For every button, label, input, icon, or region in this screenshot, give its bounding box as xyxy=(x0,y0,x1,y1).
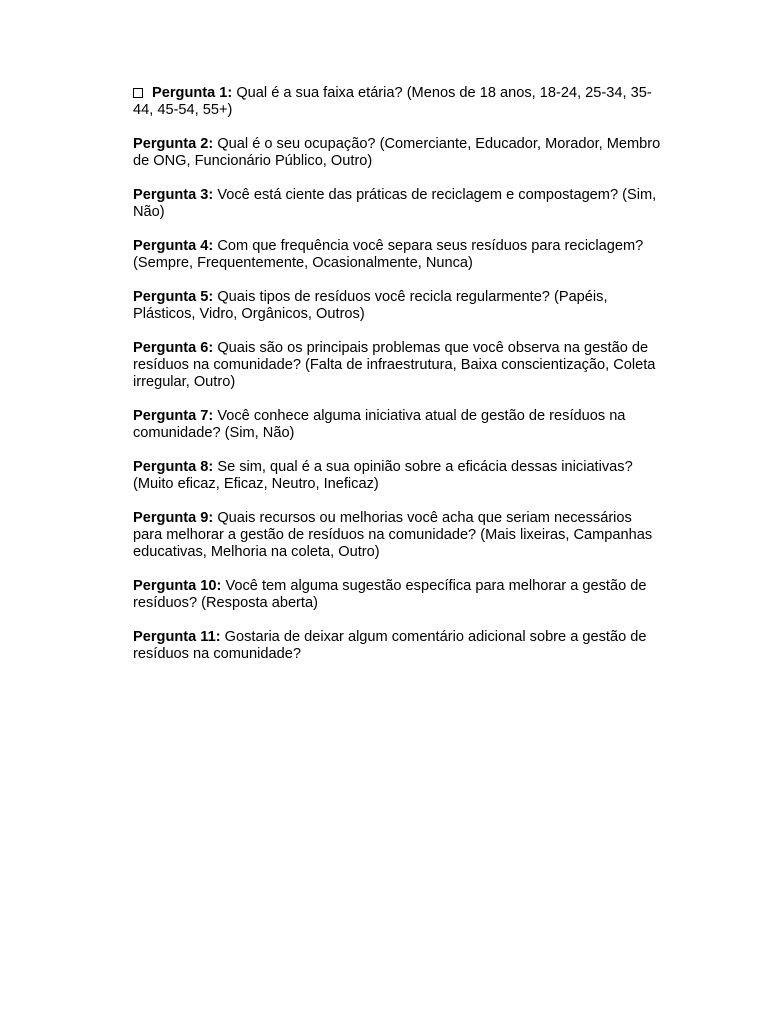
question-text: Qual é o seu ocupação? (Comerciante, Educador, Morador, Membro de ONG, Funcionário Público, Outro) xyxy=(133,136,661,169)
question-label: Pergunta 9: xyxy=(133,510,214,526)
question-text: Você tem alguma sugestão específica para melhorar a gestão de resíduos? (Resposta aberta) xyxy=(133,578,647,611)
question-9 xyxy=(133,510,663,561)
document-page xyxy=(133,85,663,680)
question-8 xyxy=(133,459,663,493)
question-label: Pergunta 8: xyxy=(133,459,214,475)
question-7 xyxy=(133,408,663,442)
question-text: Se sim, qual é a sua opinião sobre a eficácia dessas iniciativas? (Muito eficaz, Eficaz, Neutro, Ineficaz) xyxy=(133,459,633,492)
question-label: Pergunta 1: xyxy=(152,85,233,101)
question-text: Você conhece alguma iniciativa atual de gestão de resíduos na comunidade? (Sim, Não) xyxy=(133,408,626,441)
question-label: Pergunta 6: xyxy=(133,340,214,356)
question-4 xyxy=(133,238,663,272)
question-text: Com que frequência você separa seus resíduos para reciclagem? (Sempre, Frequentemente, Ocasionalmente, Nunca) xyxy=(133,238,644,271)
question-11 xyxy=(133,629,663,663)
question-5 xyxy=(133,289,663,323)
question-text: Quais recursos ou melhorias você acha que seriam necessários para melhorar a gestão de resíduos na comunidade? (Mais lixeiras, Campanhas educativas, Melhoria na coleta, Outro) xyxy=(133,510,653,560)
question-text: Quais tipos de resíduos você recicla regularmente? (Papéis, Plásticos, Vidro, Orgânicos, Outros) xyxy=(133,289,608,322)
question-label: Pergunta 3: xyxy=(133,187,214,203)
question-1 xyxy=(133,85,663,119)
question-label: Pergunta 10: xyxy=(133,578,222,594)
question-label: Pergunta 7: xyxy=(133,408,214,424)
question-2 xyxy=(133,136,663,170)
question-label: Pergunta 2: xyxy=(133,136,214,152)
question-text: Qual é a sua faixa etária? (Menos de 18 anos, 18-24, 25-34, 35-44, 45-54, 55+) xyxy=(133,85,652,118)
checkbox-bullet-icon xyxy=(133,88,143,98)
question-label: Pergunta 5: xyxy=(133,289,214,305)
question-6 xyxy=(133,340,663,391)
question-label: Pergunta 4: xyxy=(133,238,214,254)
question-3 xyxy=(133,187,663,221)
question-text: Gostaria de deixar algum comentário adicional sobre a gestão de resíduos na comunidade? xyxy=(133,629,647,662)
question-10 xyxy=(133,578,663,612)
question-text: Você está ciente das práticas de reciclagem e compostagem? (Sim, Não) xyxy=(133,187,657,220)
question-label: Pergunta 11: xyxy=(133,629,221,645)
question-text: Quais são os principais problemas que você observa na gestão de resíduos na comunidade? (Falta de infraestrutura, Baixa conscientização, Coleta irregular, Outro) xyxy=(133,340,656,390)
